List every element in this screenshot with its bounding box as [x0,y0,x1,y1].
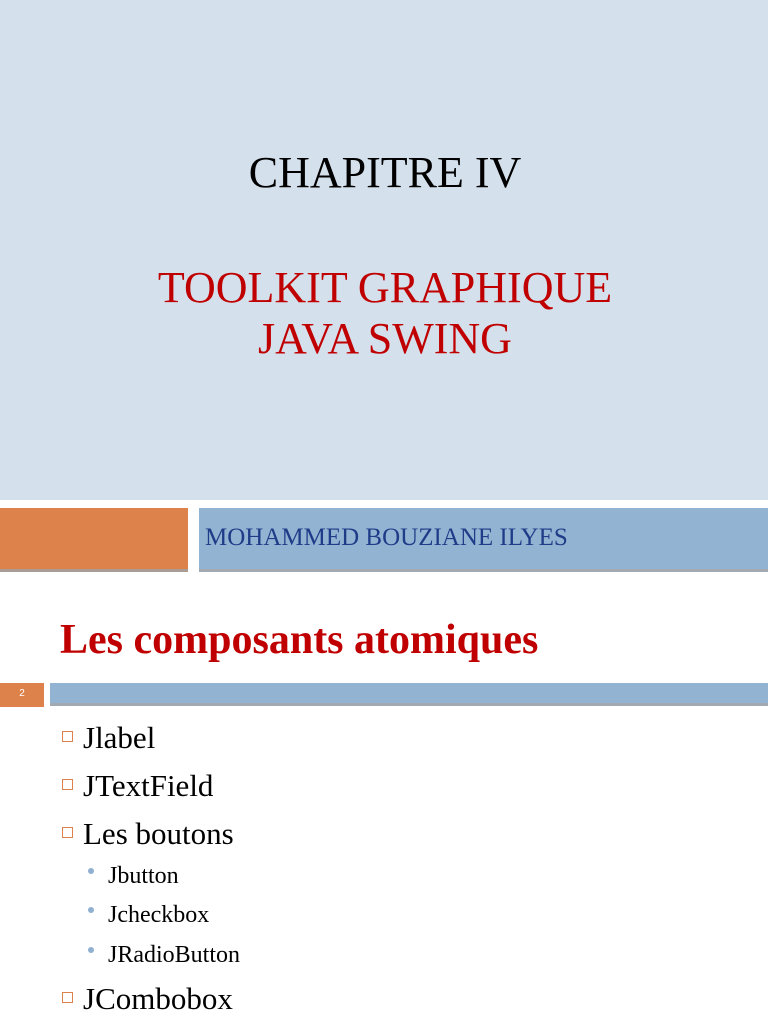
sub-list-item-label: Jcheckbox [108,902,210,928]
sub-list-item-label: JRadioButton [108,942,241,968]
page-number: 2 [19,688,25,699]
slide-title: Les composants atomiques [60,617,539,663]
dot-bullet-icon [88,868,94,874]
dot-bullet-icon [88,947,94,953]
header-band-shadow [50,703,768,706]
dot-bullet-icon [88,907,94,913]
sub-list-item [88,900,209,930]
list-item-label: JCombobox [83,981,233,1016]
orange-accent-block [0,508,188,569]
list-item [62,981,233,1017]
list-item-label: Les boutons [83,816,234,851]
list-item [62,816,234,852]
slide-subtitle [0,262,768,364]
square-bullet-icon [62,992,73,1003]
subtitle-line-1: TOOLKIT GRAPHIQUE [157,263,613,312]
author-name: MOHAMMED BOUZIANE ILYES [205,524,568,551]
chapter-heading: CHAPITRE IV [248,148,522,197]
author-band-shadow [199,569,768,572]
square-bullet-icon [62,779,73,790]
header-band [50,683,768,703]
list-item [62,720,155,756]
square-bullet-icon [62,731,73,742]
subtitle-line-2: JAVA SWING [258,314,512,363]
list-item-label: Jlabel [83,720,156,755]
sub-list-item [88,940,240,970]
content-slide [0,575,768,1024]
title-area [0,0,768,500]
sub-list-item [88,861,179,891]
list-item [62,768,213,804]
square-bullet-icon [62,827,73,838]
list-item-label: JTextField [83,768,214,803]
orange-accent-shadow [0,569,188,572]
sub-list-item-label: Jbutton [108,863,179,889]
